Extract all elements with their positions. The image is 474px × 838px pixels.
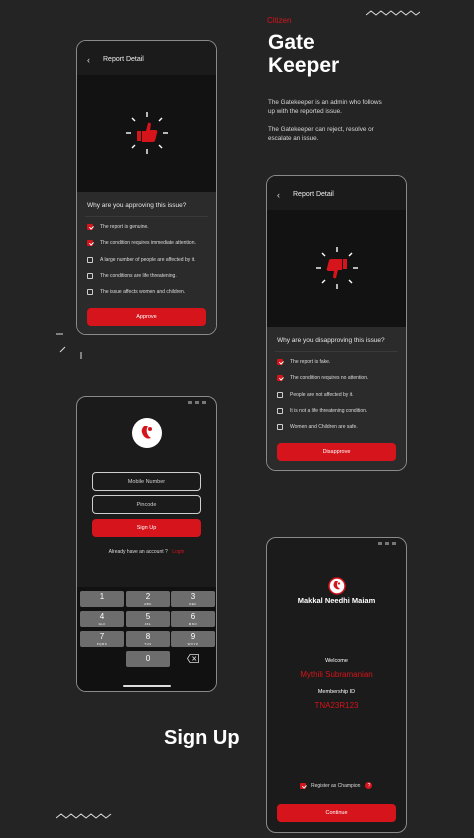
back-arrow-icon[interactable]: ‹ — [277, 190, 280, 200]
user-name: Mythili Subramanian — [300, 670, 373, 679]
welcome-screen — [266, 537, 407, 833]
membership-label: Membership ID — [317, 689, 356, 695]
reason-option[interactable]: The condition requires immediate attention. — [87, 240, 196, 246]
reason-option[interactable]: A large number of people are affected by it. — [87, 257, 196, 263]
checkbox-unchecked[interactable] — [277, 392, 283, 398]
home-indicator — [123, 685, 171, 687]
disapprove-button[interactable]: Disapprove — [277, 443, 396, 461]
key-1[interactable]: 1 — [80, 591, 124, 607]
sparkle-decoration — [54, 330, 84, 362]
checkbox-unchecked[interactable] — [87, 257, 93, 263]
login-prompt — [77, 549, 216, 555]
org-name: Makkal Needhi Maiam — [297, 596, 376, 605]
eyebrow-label: Citizen — [267, 16, 292, 25]
reason-sheet — [77, 192, 216, 334]
disapprove-screen — [266, 175, 407, 471]
reason-option[interactable]: People are not affected by it. — [277, 392, 354, 398]
party-logo-icon — [131, 417, 163, 449]
champion-label: Register as Champion — [311, 782, 361, 789]
checkbox-unchecked[interactable] — [277, 408, 283, 414]
checkbox-unchecked[interactable] — [87, 289, 93, 295]
checkbox-unchecked[interactable] — [87, 273, 93, 279]
reason-question: Why are you approving this issue? — [87, 202, 187, 209]
zigzag-decoration-bottom — [56, 812, 112, 820]
key-5[interactable]: 5 JKL — [126, 611, 170, 627]
thumbs-up-icon — [124, 110, 170, 156]
description-2-line1: The Gatekeeper can reject, resolve or — [268, 126, 374, 133]
hero-area — [77, 75, 216, 192]
page-title-line2: Keeper — [268, 54, 340, 77]
key-8[interactable]: 8 TUV — [126, 631, 170, 647]
back-arrow-icon[interactable]: ‹ — [87, 55, 90, 65]
key-6[interactable]: 6 MNO — [171, 611, 215, 627]
checkbox-unchecked[interactable] — [277, 424, 283, 430]
reason-option[interactable]: It is not a life threatening condition. — [277, 408, 367, 414]
description-1-line1: The Gatekeeper is an admin who follows — [268, 99, 382, 106]
backspace-icon[interactable] — [187, 654, 199, 663]
hero-area — [267, 210, 406, 327]
status-bar — [378, 542, 396, 545]
champion-checkbox[interactable] — [300, 783, 306, 789]
key-2[interactable]: 2 ABC — [126, 591, 170, 607]
continue-button[interactable]: Continue — [277, 804, 396, 822]
key-9[interactable]: 9 WXYZ — [171, 631, 215, 647]
reason-sheet — [267, 327, 406, 470]
description-1-line2: up with the reported issue. — [268, 108, 342, 115]
reason-option[interactable]: Women and Children are safe. — [277, 424, 358, 430]
divider — [85, 216, 208, 217]
pincode-input[interactable]: Pincode — [92, 495, 201, 514]
approve-button[interactable]: Approve — [87, 308, 206, 326]
signup-screen — [76, 396, 217, 692]
page-title-line1: Gate — [268, 31, 315, 54]
status-bar — [188, 401, 206, 404]
reason-option[interactable]: The report is fake. — [277, 359, 330, 365]
screen-title: Report Detail — [103, 56, 144, 63]
signup-button[interactable]: Sign Up — [92, 519, 201, 537]
key-0[interactable]: 0 — [126, 651, 170, 667]
help-icon[interactable]: ? — [365, 782, 372, 789]
divider — [275, 351, 398, 352]
key-4[interactable]: 4 GHI — [80, 611, 124, 627]
screen-title: Report Detail — [293, 191, 334, 198]
account-prompt-text: Already have an account ? — [108, 549, 168, 555]
description-2 — [268, 125, 374, 143]
login-link[interactable]: Login — [172, 549, 185, 555]
numeric-keyboard — [77, 587, 216, 691]
description-1 — [268, 98, 382, 116]
reason-option[interactable]: The issue affects women and children. — [87, 289, 185, 295]
party-logo-icon — [328, 577, 346, 595]
approve-screen — [76, 40, 217, 335]
reason-question: Why are you disapproving this issue? — [277, 337, 385, 344]
reason-option[interactable]: The report is genuine. — [87, 224, 149, 230]
app-bar — [267, 176, 406, 210]
mobile-number-input[interactable]: Mobile Number — [92, 472, 201, 491]
membership-id: TNA23R123 — [314, 701, 359, 710]
signup-caption: Sign Up — [164, 727, 240, 749]
checkbox-checked[interactable] — [277, 375, 283, 381]
checkbox-checked[interactable] — [87, 240, 93, 246]
app-bar — [77, 41, 216, 75]
checkbox-checked[interactable] — [87, 224, 93, 230]
key-7[interactable]: 7 PQRS — [80, 631, 124, 647]
champion-row[interactable] — [300, 782, 372, 789]
key-3[interactable]: 3 DEF — [171, 591, 215, 607]
checkbox-checked[interactable] — [277, 359, 283, 365]
zigzag-decoration-top — [366, 9, 420, 17]
welcome-label: Welcome — [325, 658, 348, 664]
reason-option[interactable]: The conditions are life threatening. — [87, 273, 177, 279]
description-2-line2: escalate an issue. — [268, 135, 319, 142]
thumbs-down-icon — [314, 245, 360, 291]
reason-option[interactable]: The condition requires no attention. — [277, 375, 368, 381]
